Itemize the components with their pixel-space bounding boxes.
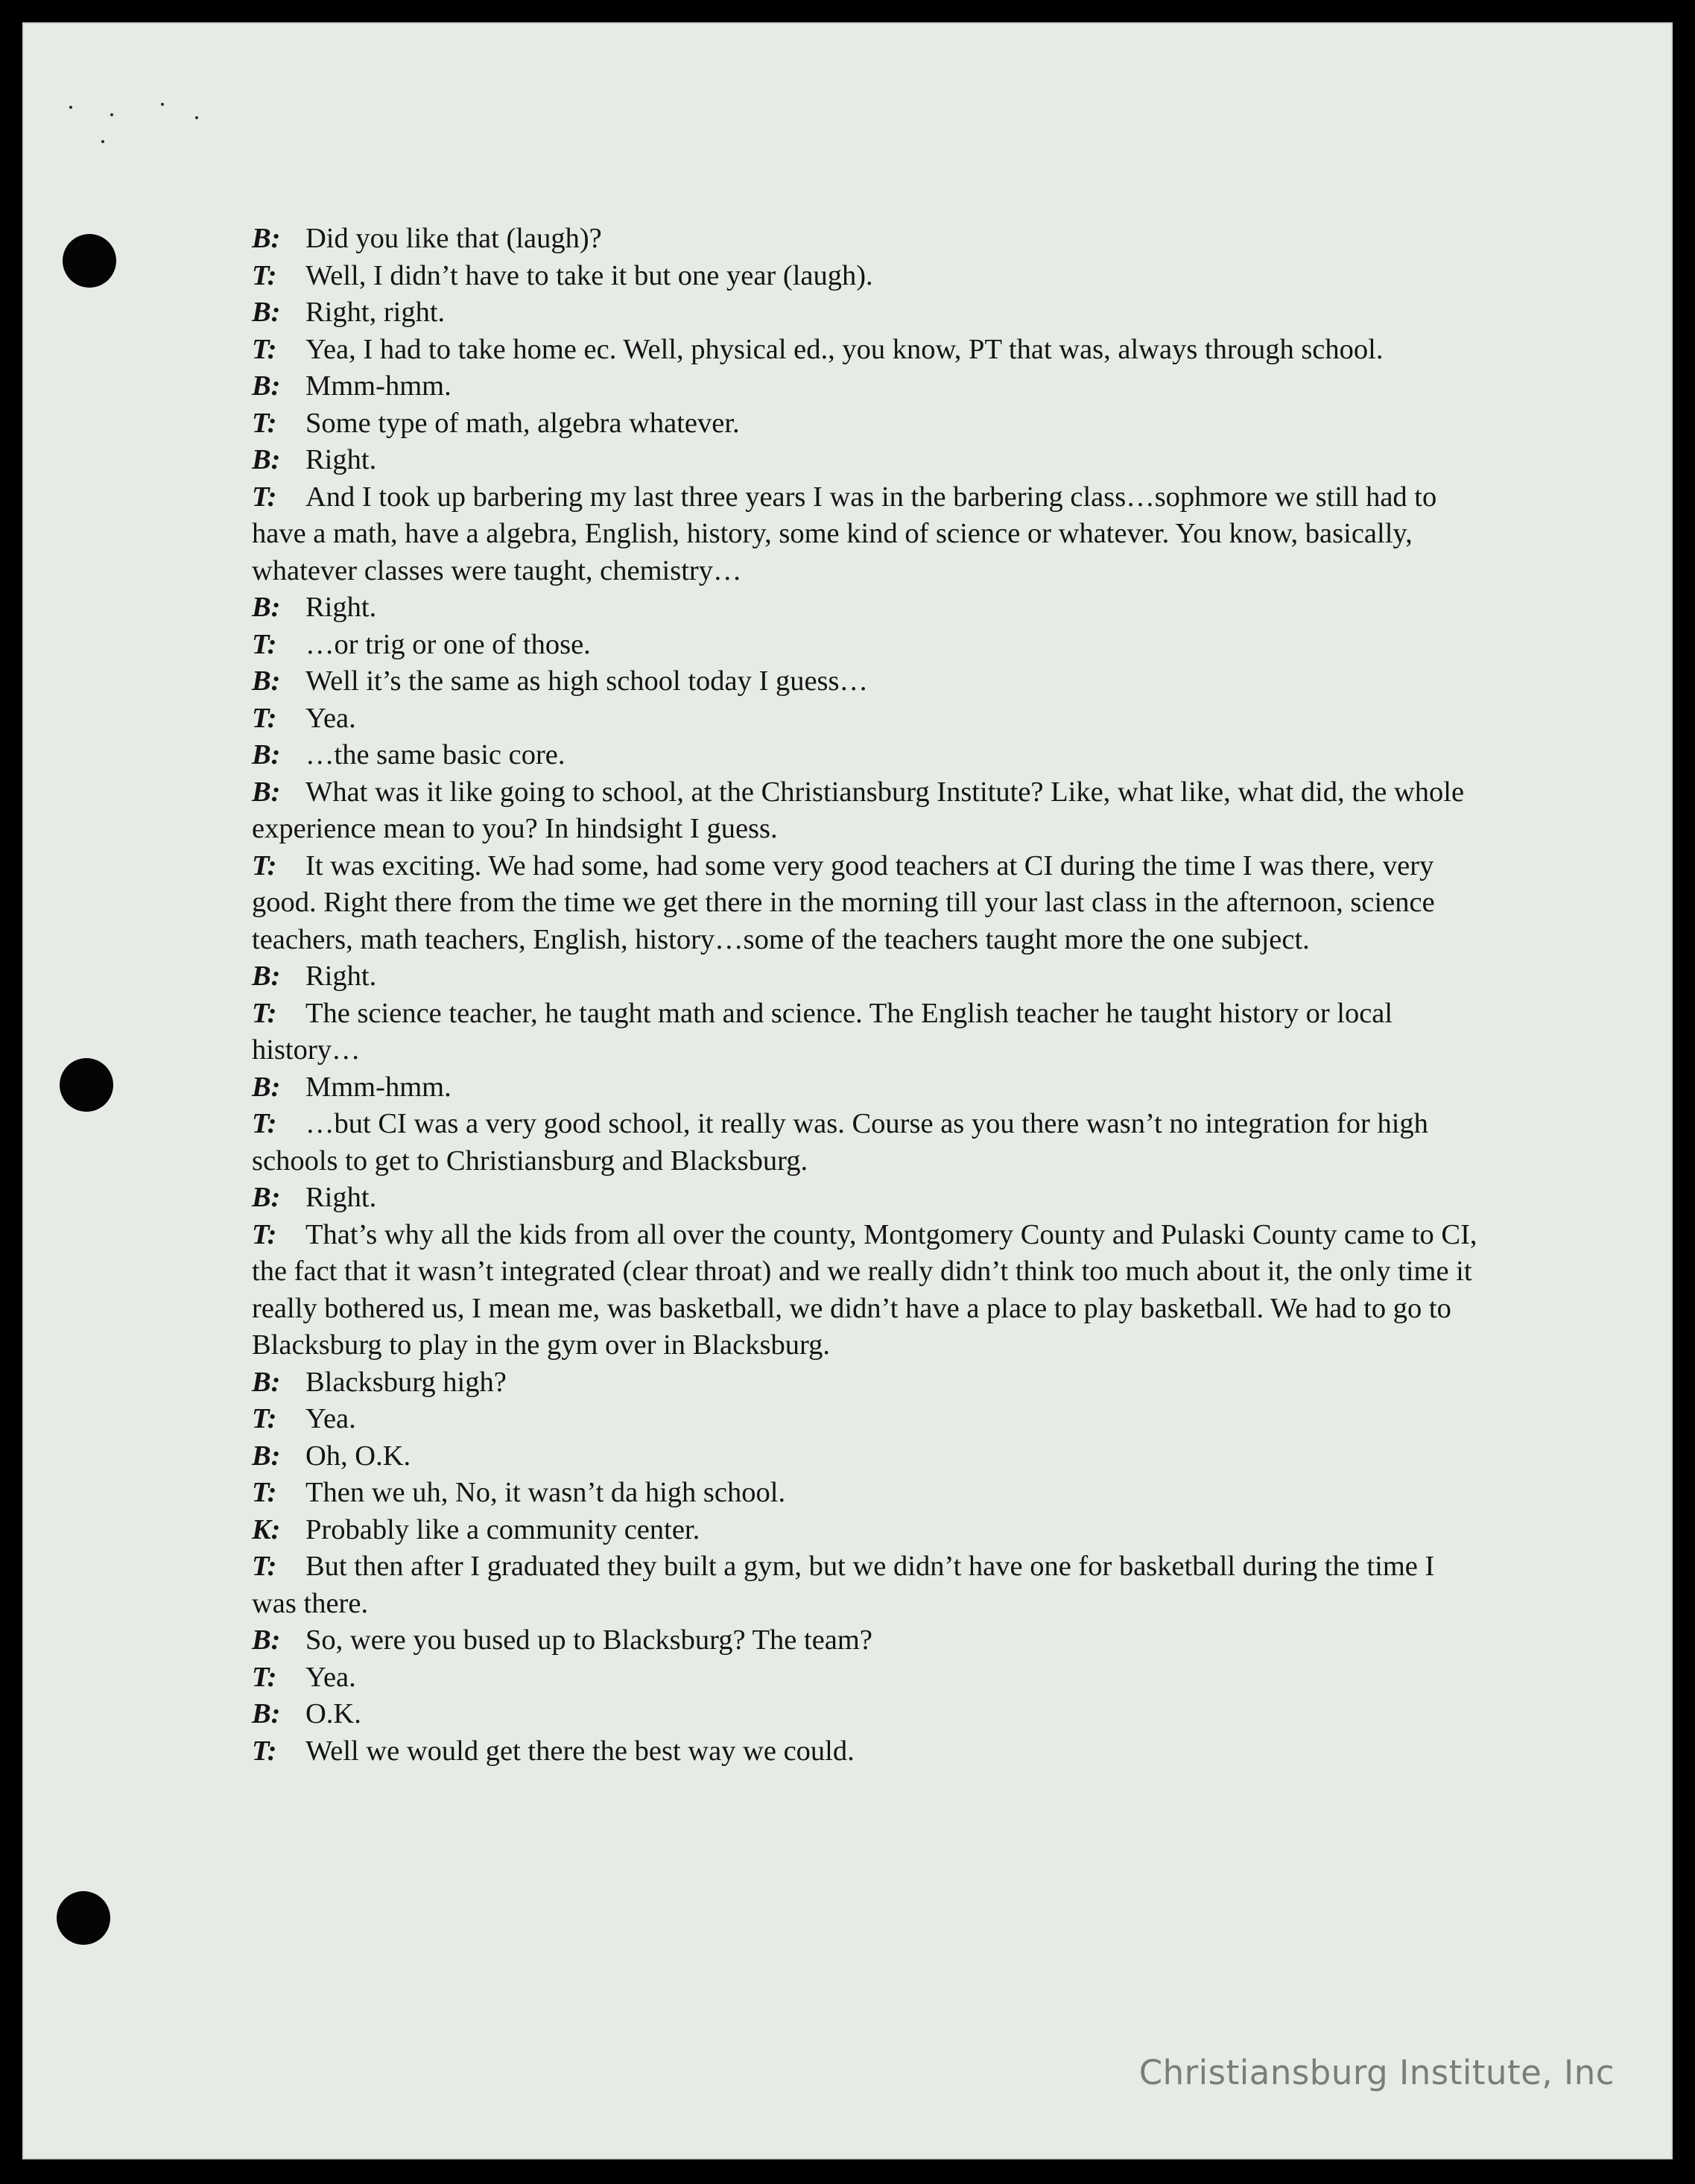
speaker-label: T: (252, 1218, 277, 1250)
watermark: Christiansburg Institute, Inc (1138, 2053, 1615, 2092)
binder-hole-top (63, 234, 116, 288)
transcript-line (252, 663, 1481, 700)
speaker-label: T: (252, 1551, 277, 1582)
transcript-line (252, 1659, 1481, 1697)
speaker-label: B: (252, 370, 281, 402)
speaker-label: T: (252, 1661, 277, 1693)
speaker-label: B: (252, 739, 281, 770)
paper-speck (110, 113, 113, 116)
transcript-line (252, 479, 1481, 590)
transcript-line (252, 627, 1481, 664)
transcript-line (252, 1180, 1481, 1217)
transcript-line (252, 442, 1481, 479)
utterance-text: Did you like that (laugh)? (305, 223, 602, 254)
utterance-text: Yea, I had to take home ec. Well, physical ed., you know, PT that was, always through school. (305, 333, 1384, 365)
transcript-line (252, 958, 1481, 996)
document-page (22, 22, 1673, 2159)
utterance-text: Probably like a community center. (305, 1513, 700, 1545)
utterance-text: Well, I didn’t have to take it but one year (laugh). (305, 259, 873, 291)
transcript-line (252, 848, 1481, 959)
transcript-line (252, 1622, 1481, 1659)
utterance-text: Well it’s the same as high school today I guess… (305, 665, 869, 697)
speaker-label: B: (252, 1071, 281, 1103)
transcript-line (252, 700, 1481, 738)
speaker-label: K: (252, 1513, 281, 1545)
utterance-text: Right. (305, 592, 377, 623)
transcript-line (252, 1548, 1481, 1622)
paper-speck (161, 103, 164, 106)
transcript-line (252, 1438, 1481, 1475)
transcript-line (252, 1069, 1481, 1107)
speaker-label: B: (252, 1440, 281, 1472)
speaker-label: T: (252, 1735, 277, 1767)
utterance-text: Right. (305, 960, 377, 992)
speaker-label: T: (252, 628, 277, 660)
speaker-label: B: (252, 1698, 281, 1729)
speaker-label: B: (252, 1624, 281, 1656)
utterance-text: Blacksburg high? (305, 1366, 507, 1398)
utterance-text: …the same basic core. (305, 739, 565, 770)
speaker-label: B: (252, 960, 281, 992)
speaker-label: T: (252, 997, 277, 1029)
speaker-label: T: (252, 702, 277, 734)
utterance-text: So, were you bused up to Blacksburg? The team? (305, 1624, 872, 1656)
utterance-text: Yea. (305, 1661, 356, 1693)
interview-transcript (252, 221, 1481, 1770)
speaker-label: B: (252, 776, 281, 808)
utterance-text: O.K. (305, 1698, 361, 1729)
speaker-label: T: (252, 259, 277, 291)
transcript-line (252, 294, 1481, 332)
utterance-text: Yea. (305, 702, 356, 734)
paper-speck (101, 140, 104, 143)
utterance-text: Right. (305, 1182, 377, 1213)
speaker-label: B: (252, 592, 281, 623)
utterance-text: Well we would get there the best way we could. (305, 1735, 855, 1767)
transcript-line (252, 1733, 1481, 1770)
transcript-line (252, 332, 1481, 369)
paper-speck (69, 106, 72, 109)
transcript-line (252, 774, 1481, 848)
utterance-text: …or trig or one of those. (305, 628, 591, 660)
transcript-line (252, 1106, 1481, 1180)
speaker-label: T: (252, 1403, 277, 1434)
transcript-line (252, 258, 1481, 295)
utterance-text: Oh, O.K. (305, 1440, 411, 1472)
transcript-line (252, 1364, 1481, 1402)
transcript-line (252, 589, 1481, 627)
transcript-line (252, 1217, 1481, 1364)
speaker-label: T: (252, 481, 277, 513)
binder-hole-middle (60, 1058, 113, 1112)
speaker-label: T: (252, 849, 277, 881)
speaker-label: B: (252, 1182, 281, 1213)
binder-hole-bottom (57, 1891, 110, 1945)
transcript-line (252, 368, 1481, 405)
transcript-line (252, 1512, 1481, 1549)
utterance-text: Yea. (305, 1403, 356, 1434)
transcript-line (252, 1696, 1481, 1733)
transcript-line (252, 1401, 1481, 1438)
transcript-line (252, 1475, 1481, 1512)
speaker-label: B: (252, 223, 281, 254)
utterance-text: Right, right. (305, 297, 446, 328)
speaker-label: T: (252, 1477, 277, 1508)
speaker-label: T: (252, 333, 277, 365)
transcript-line (252, 996, 1481, 1069)
utterance-text: Then we uh, No, it wasn’t da high school. (305, 1477, 786, 1508)
transcript-line (252, 221, 1481, 258)
utterance-text: Mmm-hmm. (305, 1071, 452, 1103)
utterance-text: It was exciting. We had some, had some very good teachers at CI during the time I was there, very good. Right there from the time we get there in the morning till your last class in the afternoon, science teachers, math teachers, English, history…some of the teachers taught more the one subject. (252, 849, 1435, 955)
speaker-label: B: (252, 297, 281, 328)
utterance-text: And I took up barbering my last three years I was in the barbering class…sophmore we still had to have a math, have a algebra, English, history, some kind of science or whatever. You know, basically, whatever classes were taught, chemistry… (252, 481, 1437, 586)
transcript-line (252, 737, 1481, 774)
speaker-label: B: (252, 444, 281, 475)
utterance-text: But then after I graduated they built a gym, but we didn’t have one for basketball during the time I was there. (252, 1551, 1435, 1619)
speaker-label: B: (252, 1366, 281, 1398)
utterance-text: What was it like going to school, at the Christiansburg Institute? Like, what like, what did, the whole experience mean to you? In hindsight I guess. (252, 776, 1465, 844)
utterance-text: The science teacher, he taught math and science. The English teacher he taught history or local history… (252, 997, 1393, 1066)
utterance-text: Some type of math, algebra whatever. (305, 407, 740, 439)
utterance-text: Right. (305, 444, 377, 475)
speaker-label: T: (252, 407, 277, 439)
utterance-text: Mmm-hmm. (305, 370, 452, 402)
speaker-label: B: (252, 665, 281, 697)
speaker-label: T: (252, 1108, 277, 1139)
utterance-text: That’s why all the kids from all over the county, Montgomery County and Pulaski County came to CI, the fact that it wasn’t integrated (clear throat) and we really didn’t think too much about it, the only time it really bothered us, I mean me, was basketball, we didn’t have a place to play basketball. We had to go to Blacksburg to play in the gym over in Blacksburg. (252, 1218, 1477, 1361)
utterance-text: …but CI was a very good school, it really was. Course as you there wasn’t no integration for high schools to get to Christiansburg and Blacksburg. (252, 1108, 1428, 1177)
transcript-line (252, 405, 1481, 443)
paper-speck (195, 116, 198, 119)
